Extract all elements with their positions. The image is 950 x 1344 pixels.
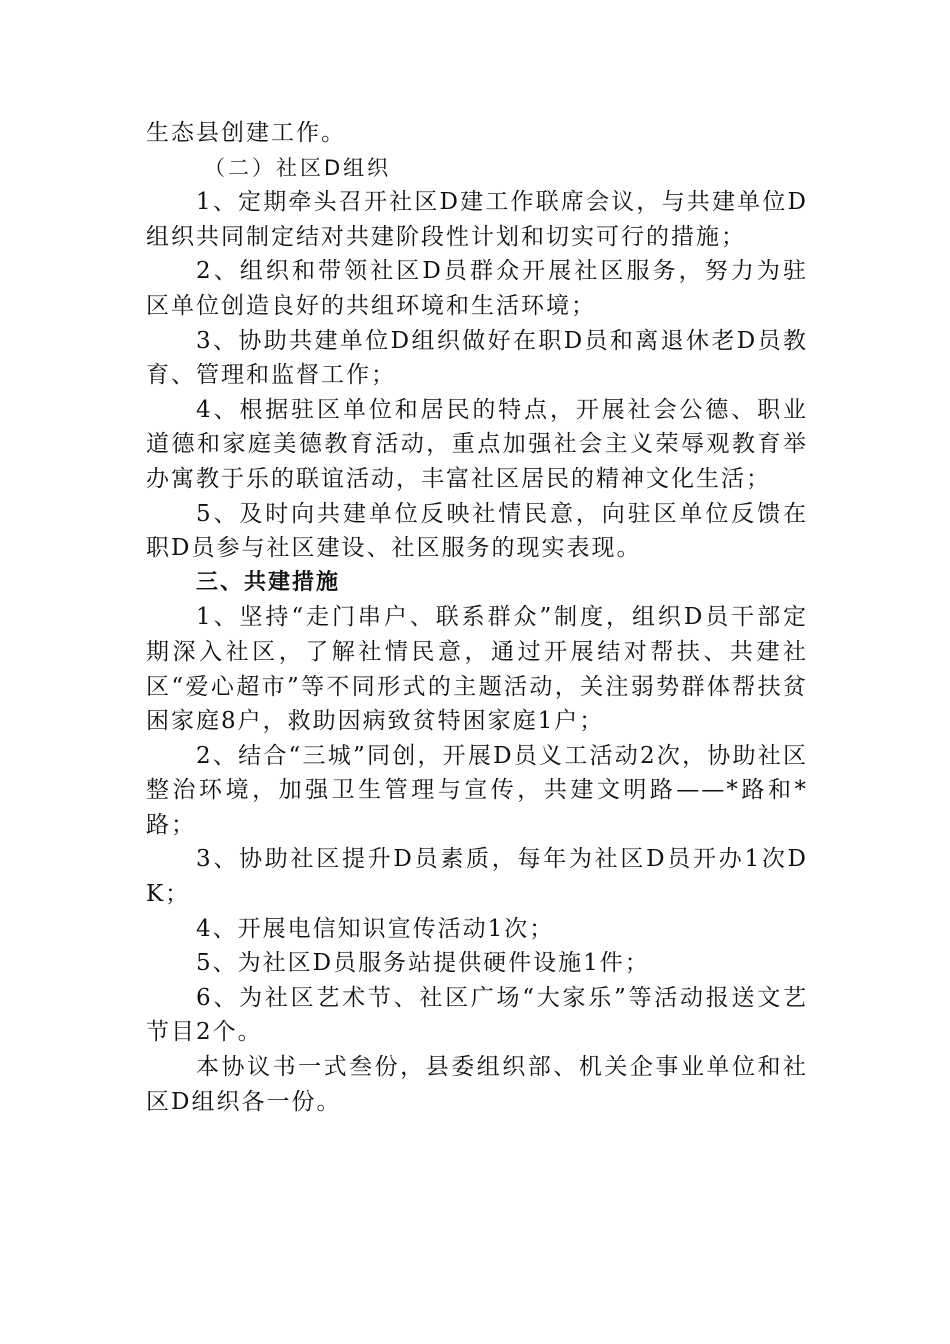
paragraph-item-4: 4、根据驻区单位和居民的特点，开展社会公德、职业道德和家庭美德教育活动，重点加强社会主义荣辱观教育举办寓教于乐的联谊活动，丰富社区居民的精神文化生活；	[146, 396, 808, 492]
paragraph-measure-5: 5、为社区D员服务站提供硬件设施1件；	[196, 950, 650, 977]
document-body	[146, 116, 808, 1119]
section-subheading-community-org: （二）社区D组织	[204, 155, 392, 180]
paragraph-item-5: 5、及时向共建单位反映社情民意，向驻区单位反馈在职D员参与社区建设、社区服务的现实表现。	[146, 500, 808, 562]
paragraph-measure-1: 1、坚持“走门串户、联系群众”制度，组织D员干部定期深入社区，了解社情民意，通过开展结对帮扶、共建社区“爱心超市”等不同形式的主题活动，关注弱势群体帮扶贫困家庭8户，救助因病致贫特困家庭1户；	[146, 604, 808, 735]
paragraph-continuation: 生态县创建工作。	[146, 120, 346, 146]
section-heading-measures: 三、共建措施	[196, 569, 341, 595]
paragraph-item-3: 3、协助共建单位D组织做好在职D员和离退休老D员教育、管理和监督工作；	[146, 327, 808, 389]
paragraph-item-2: 2、组织和带领社区D员群众开展社区服务，努力为驻区单位创造良好的共组环境和生活环境；	[146, 258, 808, 319]
paragraph-item-1: 1、定期牵头召开社区D建工作联席会议，与共建单位D组织共同制定结对共建阶段性计划和切实可行的措施；	[146, 189, 808, 250]
paragraph-measure-2: 2、结合“三城”同创，开展D员义工活动2次，协助社区整治环境，加强卫生管理与宣传，共建文明路——*路和*路；	[146, 742, 808, 838]
paragraph-measure-6: 6、为社区艺术节、社区广场“大家乐”等活动报送文艺节目2个。	[146, 984, 808, 1046]
paragraph-measure-4: 4、开展电信知识宣传活动1次；	[196, 915, 555, 942]
paragraph-closing: 本协议书一式叁份，县委组织部、机关企事业单位和社区D组织各一份。	[146, 1054, 808, 1115]
paragraph-measure-3: 3、协助社区提升D员素质，每年为社区D员开办1次DK；	[146, 846, 808, 908]
